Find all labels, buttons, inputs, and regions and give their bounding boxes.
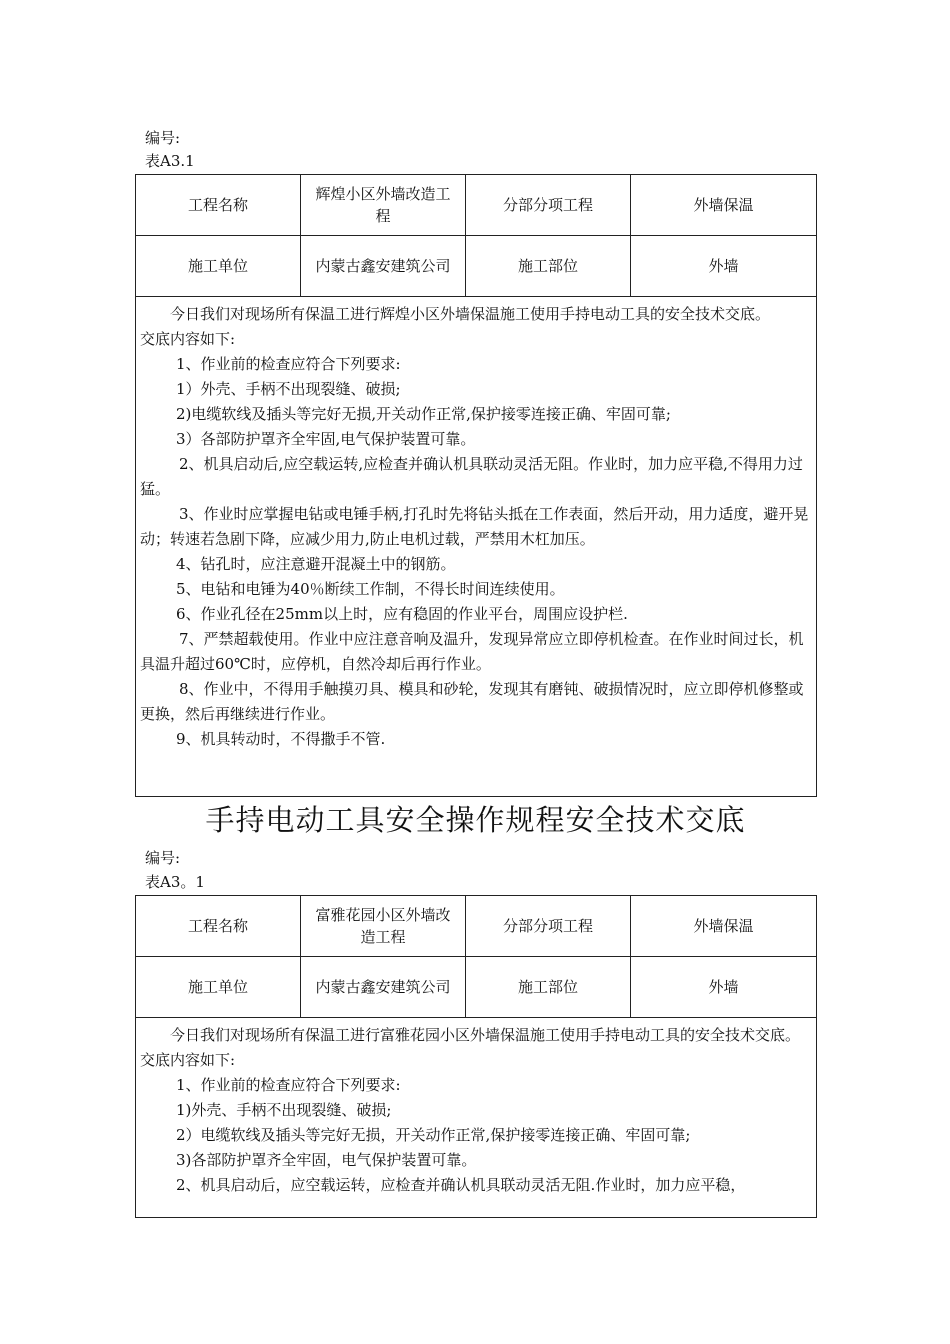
doc1-item-8: 8、作业中，不得用手触摸刃具、模具和砂轮，发现其有磨钝、破损情况时，应立即停机修整或更换，然后再继续进行作业。 xyxy=(140,680,804,723)
doc2-content-heading: 交底内容如下: xyxy=(140,1051,236,1069)
doc2-table-row-2 xyxy=(136,957,817,1018)
doc1-subproject-value: 外墙保温 xyxy=(631,175,817,236)
doc1-location-value: 外墙 xyxy=(631,236,817,297)
doc2-item-1c: 3)各部防护罩齐全牢固，电气保护装置可靠。 xyxy=(176,1151,477,1169)
doc1-item-1a: 1）外壳、手柄不出现裂缝、破损; xyxy=(176,380,401,398)
doc1-item-9: 9、机具转动时，不得撒手不管. xyxy=(176,730,386,748)
doc2-subproject-value: 外墙保温 xyxy=(631,896,817,957)
doc2-table-label: 表A3。1 xyxy=(145,873,205,891)
doc2-location-label: 施工部位 xyxy=(466,957,631,1018)
page-title: 手持电动工具安全操作规程安全技术交底 xyxy=(205,803,746,837)
doc1-item-2: 2、机具启动后,应空载运转,应检查并确认机具联动灵活无阻。作业时，加力应平稳,不得用力过猛。 xyxy=(140,455,803,498)
doc2-table-row-1 xyxy=(136,896,817,957)
doc1-intro: 今日我们对现场所有保温工进行辉煌小区外墙保温施工使用手持电动工具的安全技术交底。 xyxy=(170,305,771,323)
doc2-location-value: 外墙 xyxy=(631,957,817,1018)
doc1-contractor-value: 内蒙古鑫安建筑公司 xyxy=(301,236,466,297)
doc2-project-name-value: 富雅花园小区外墙改造工程 xyxy=(301,896,466,957)
doc2-item-1: 1、作业前的检查应符合下列要求: xyxy=(176,1076,401,1094)
doc1-table-row-2 xyxy=(136,236,817,297)
doc1-item-5: 5、电钻和电锤为40％断续工作制，不得长时间连续使用。 xyxy=(176,580,565,598)
doc1-project-name-value: 辉煌小区外墙改造工程 xyxy=(301,175,466,236)
doc1-item-1c: 3）各部防护罩齐全牢固,电气保护装置可靠。 xyxy=(176,430,476,448)
doc1-number-label: 编号: xyxy=(145,129,181,147)
doc1-item-4: 4、钻孔时，应注意避开混凝土中的钢筋。 xyxy=(176,555,456,573)
doc1-item-1: 1、作业前的检查应符合下列要求: xyxy=(176,355,401,373)
doc2-item-2: 2、机具启动后，应空载运转，应检查并确认机具联动灵活无阻.作业时，加力应平稳， xyxy=(176,1176,746,1194)
doc2-number-label: 编号: xyxy=(145,849,181,867)
doc2-briefing-content xyxy=(136,1018,817,1218)
doc2-contractor-value: 内蒙古鑫安建筑公司 xyxy=(301,957,466,1018)
doc1-location-label: 施工部位 xyxy=(466,236,631,297)
doc1-content-heading: 交底内容如下: xyxy=(140,330,236,348)
doc1-briefing-content xyxy=(136,297,817,797)
doc1-item-6: 6、作业孔径在25mm以上时，应有稳固的作业平台，周围应设护栏. xyxy=(176,605,628,623)
doc2-item-1b: 2）电缆软线及插头等完好无损，开关动作正常,保护接零连接正确、牢固可靠; xyxy=(176,1126,691,1144)
doc1-subproject-label: 分部分项工程 xyxy=(466,175,631,236)
doc1-table-row-1 xyxy=(136,175,817,236)
doc1-form-table xyxy=(135,174,817,797)
doc1-project-name-label: 工程名称 xyxy=(136,175,301,236)
doc2-item-1a: 1)外壳、手柄不出现裂缝、破损; xyxy=(176,1101,392,1119)
doc2-contractor-label: 施工单位 xyxy=(136,957,301,1018)
doc1-item-7: 7、严禁超载使用。作业中应注意音响及温升，发现异常应立即停机检查。在作业时间过长，机具温升超过60℃时，应停机，自然冷却后再行作业。 xyxy=(140,630,804,673)
doc1-item-1b: 2)电缆软线及插头等完好无损,开关动作正常,保护接零连接正确、牢固可靠; xyxy=(176,405,671,423)
doc1-content-row xyxy=(136,297,817,797)
doc1-table-label: 表A3.1 xyxy=(145,152,195,170)
doc2-intro: 今日我们对现场所有保温工进行富雅花园小区外墙保温施工使用手持电动工具的安全技术交底。 xyxy=(170,1026,801,1044)
doc2-subproject-label: 分部分项工程 xyxy=(466,896,631,957)
doc1-item-3: 3、作业时应掌握电钻或电锤手柄,打孔时先将钻头抵在工作表面，然后开动，用力适度，避开晃动；转速若急剧下降，应减少用力,防止电机过载，严禁用木杠加压。 xyxy=(140,505,809,548)
doc2-content-row xyxy=(136,1018,817,1218)
doc2-form-table xyxy=(135,895,817,1218)
doc2-project-name-label: 工程名称 xyxy=(136,896,301,957)
doc1-contractor-label: 施工单位 xyxy=(136,236,301,297)
